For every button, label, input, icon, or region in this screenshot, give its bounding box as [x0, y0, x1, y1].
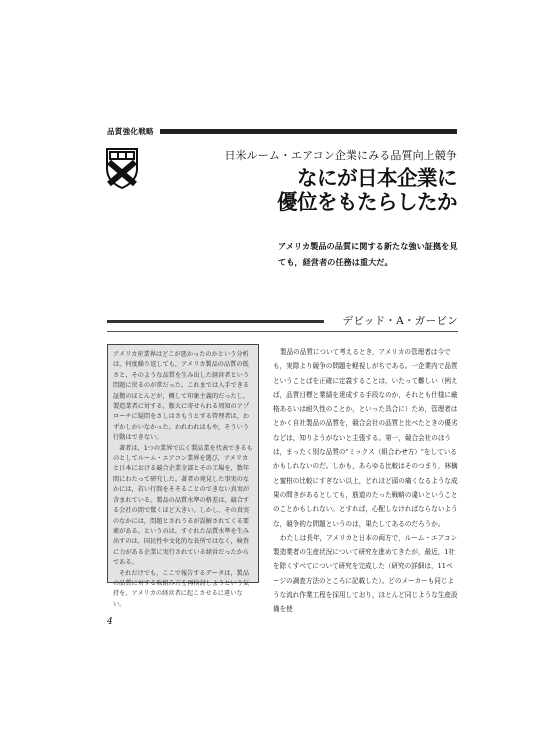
- title-line-1: なにが日本企業に: [297, 166, 457, 190]
- sidebar-paragraph: アメリカ産業界はどこが悪かったのかという分析は，何度繰り返しても，アメリカ製品の品質の低さと，そのような品質を生み出した経営者という問題に戻るのが常だった。これまでは入手できる証拠のほとんどが，概して印象主義的だったし，製造業者に対する，膨大に寄せられる周知のアプローチに疑問をさしはさもうとする管理者は，わずかしかいなかった。われわれはもや，そういう行動はできない。: [113, 351, 250, 442]
- author-divider: [107, 331, 458, 332]
- body-paragraph: わたしは長年，アメリカと日本の両方で，ルーム・エアコン製造業者の生産状況について研究を進めてきたが，最近，1社を除くすべてについて研究を完成した（研究の詳細は，11ページの調査方法のところに記載した）。どのメーカーも同じような流れ作業工程を採用しており，ほとんど同じような生産設備を使: [273, 533, 458, 614]
- section-label: 品質強化戦略: [107, 127, 154, 136]
- sidebar-paragraph: 著者は，1つの業界で広く製品業を代表できるものとしてルーム・エアコン業界を選び，アメリカと日本における競合企業全部とその工場を，数年間にわたって研究した。著者の発見した事実のなかには，若い行間をそそることのできない真実が含まれている。製品の品質水準の格差は，競合する会社の間で驚くほど大きい。しかし，その真実のなかには，問題とされうるが誤解されてくる要素がある。というのは，すぐれた品質水準を生み出すのは，国民性や文化的な長所ではなく，検査に力がある企業に実行されている経営だったからである。: [113, 444, 253, 567]
- author-rule: [107, 320, 324, 323]
- sidebar-summary: [113, 350, 253, 610]
- author-name: デビッド・A・ガービン: [342, 315, 458, 327]
- header-rule: [160, 129, 457, 134]
- title-line-2: 優位をもたらしたか: [277, 190, 457, 214]
- article-title: [190, 166, 457, 214]
- sidebar-paragraph: それだけでも，ここで報告するデータは，製品の品質に対する取組み方を再検討しようという気持を，アメリカの経営者に起こさせるに違いない。: [113, 569, 250, 608]
- body-column: [273, 345, 459, 617]
- harvard-shield-logo: [105, 147, 139, 189]
- page-number: 4: [107, 617, 113, 627]
- body-paragraph: 製品の品質について考えるとき，アメリカの管理者は今でも，実際より競争の問題を軽視しがちである。一企業内で品質ということばを正確に定義することは，いたって難しい（例えば，品質目標と業績を達成する手段なのか，それとも仕様に厳格あるいは耐久性のことか，といった具合に）ため，管理者はとかく自社製品の品質を，競合会社の品質と比べたときの優劣などは，知りようがないと主張する。第一，競合会社のほうは，まったく別な品質の"ミックス（組合わせ方）"をしているかもしれないのだ。しかも，あらゆる比較はそのつまり，林檎と蜜柑の比較にすぎない以上，どれほど頭の痛くなるような成果の問きがあるとしても，筋道のたった戦略の違いということのことかもしれない。とすれば，心配しなければならないような，競争的な問題というのは，果たしてあるのだろうか。: [273, 348, 458, 528]
- article-subtitle: 日米ルーム・エアコン企業にみる品質向上競争: [224, 149, 457, 162]
- lead-text: アメリカ製品の品質に関する新たな強い証拠を見ても，経営者の任務は重大だ。: [278, 241, 458, 267]
